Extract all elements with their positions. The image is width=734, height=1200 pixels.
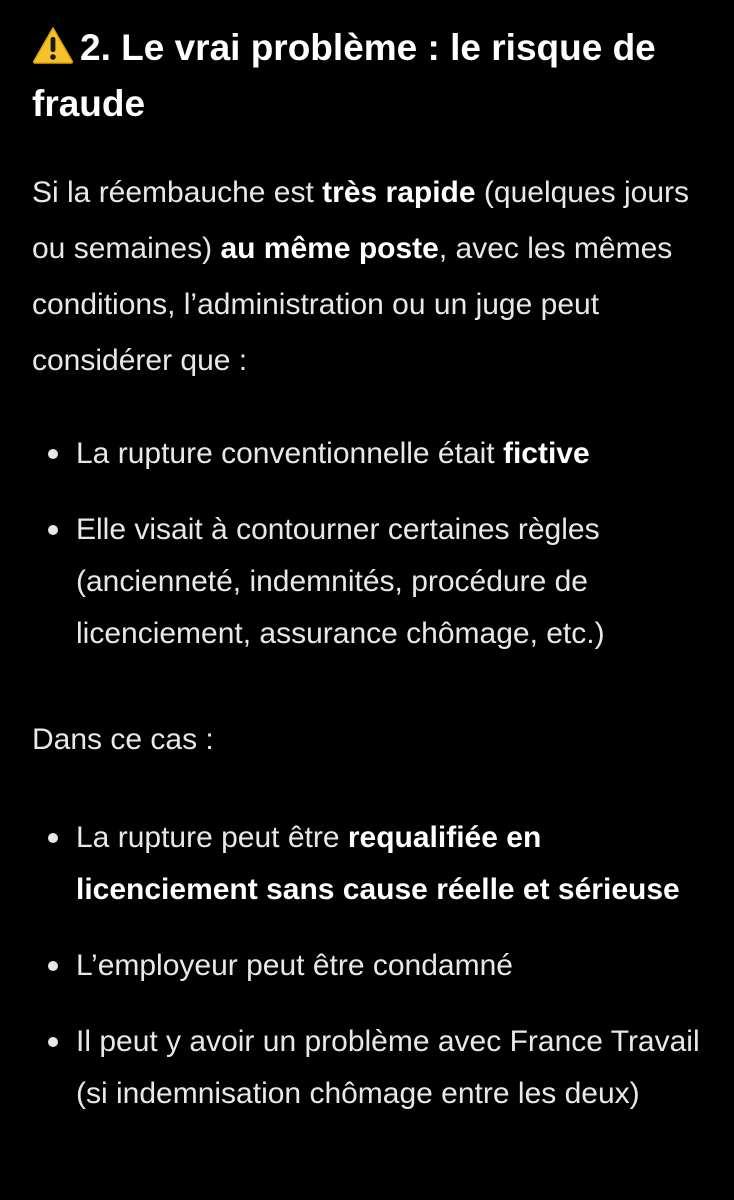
list-item-text: La rupture peut être: [76, 821, 348, 854]
bullet: [48, 525, 58, 535]
intro-text-3: , avec les mêmes conditions, l’administration ou un juge peut considérer que :: [32, 232, 673, 377]
bullet: [48, 961, 58, 971]
warning-icon: [32, 26, 74, 64]
list-item: [32, 1016, 732, 1120]
intro-text-2: (quelques jours ou semaines): [32, 176, 690, 265]
list-item-bold: fictive: [502, 437, 590, 470]
consequences-list: [32, 428, 732, 660]
intro-text-1: Si la réembauche est: [32, 176, 323, 209]
case-label: Dans ce cas :: [32, 723, 214, 756]
intro-bold-1: très rapide: [322, 176, 476, 209]
bullet: [48, 833, 58, 843]
intro-paragraph: [32, 165, 722, 389]
list-item-text: Il peut y avoir un problème avec France Travail (si indemnisation chômage entre les deux): [76, 1025, 700, 1110]
list-item-text: Elle visait à contourner certaines règles (ancienneté, indemnités, procédure de licenciement, assurance chômage, etc.): [76, 513, 605, 650]
bullet: [48, 449, 58, 459]
list-item-text: L’employeur peut être condamné: [76, 949, 513, 982]
section-title: 2. Le vrai problème : le risque de fraude: [32, 27, 656, 124]
list-item-bold: licenciement sans cause réelle et sérieuse: [76, 873, 680, 906]
list-item-text: La rupture conventionnelle était: [76, 437, 503, 470]
section-heading: [32, 20, 722, 132]
bullet: [48, 1037, 58, 1047]
intro-bold-2: au même poste: [220, 232, 439, 265]
list-item-bold: requalifiée en: [347, 821, 542, 854]
risks-list: [32, 812, 732, 1120]
list-item: [32, 940, 732, 992]
list-item: [32, 812, 732, 916]
list-item: [32, 428, 732, 480]
list-item: [32, 504, 732, 660]
